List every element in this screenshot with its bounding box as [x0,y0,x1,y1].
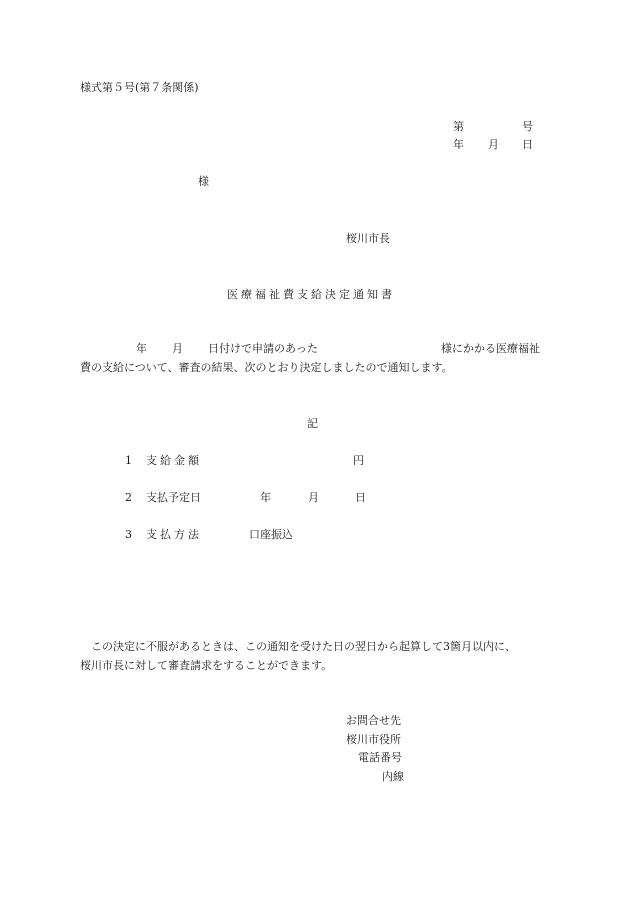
form-number: 様式第５号(第７条関係) [80,81,199,94]
item-2-day-label: 日 [355,491,366,504]
ki-heading: 記 [307,417,318,430]
notice-line-2: 桜川市長に対して審査請求をすることができます。 [80,659,333,672]
item-2-number: 2 [125,491,132,504]
contact-extension-label: 内線 [382,770,404,783]
body-month-label: 月 [172,342,183,355]
document-number-suffix: 号 [522,120,533,133]
date-day-label: 日 [522,138,533,151]
issuer-name: 桜川市長 [346,232,390,245]
item-3-number: 3 [125,528,132,541]
document-number-prefix: 第 [453,120,464,133]
item-2-label: 支払予定日 [146,491,201,504]
body-name-clause: 様にかかる医療福祉 [441,342,540,355]
date-month-label: 月 [488,138,499,151]
contact-office: 桜川市役所 [346,733,401,746]
body-line-2: 費の支給について、審査の結果、次のとおり決定しましたので通知します。 [80,361,453,374]
item-1-unit: 円 [353,454,364,467]
item-1-number: 1 [125,454,132,467]
date-year-label: 年 [453,138,464,151]
item-2-month-label: 月 [308,491,319,504]
document-title: 医療福祉費支給決定通知書 [227,288,395,301]
item-2-year-label: 年 [260,491,271,504]
contact-heading: お問合せ先 [346,714,401,727]
notice-line-1: この決定に不服があるときは、この通知を受けた日の翌日から起算して3箇月以内に、 [91,640,516,653]
item-1-label: 支給金額 [146,454,202,467]
addressee-suffix: 様 [198,175,209,188]
item-3-value: 口座振込 [249,528,293,541]
contact-phone-label: 電話番号 [358,751,402,764]
body-year-label: 年 [136,342,147,355]
item-3-label: 支払方法 [146,528,202,541]
body-day-clause: 日付けで申請のあった [208,342,318,355]
